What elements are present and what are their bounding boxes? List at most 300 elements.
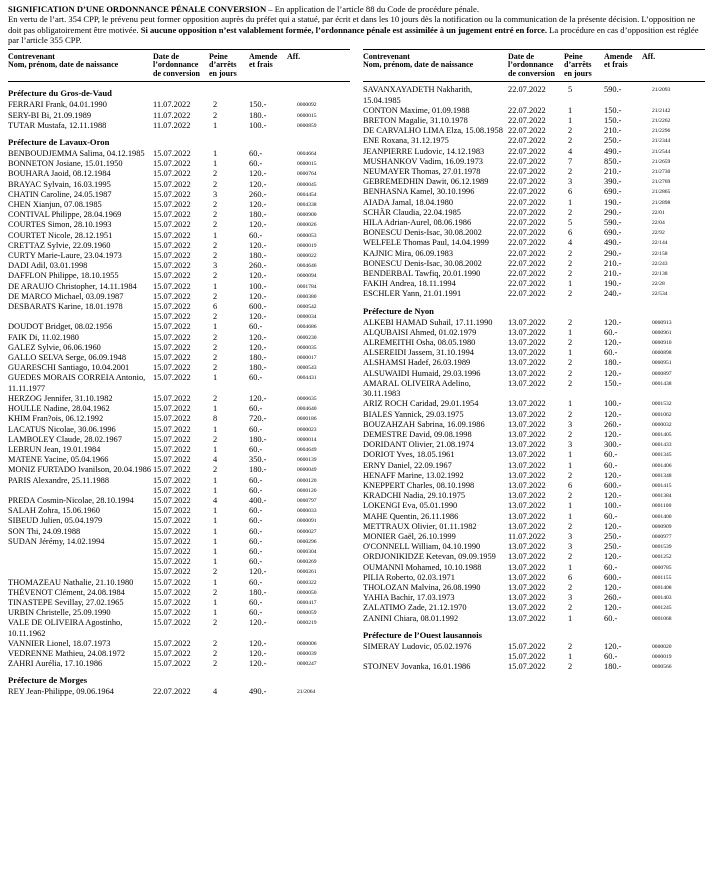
- cell-amount: 60.-: [249, 404, 263, 414]
- table-row: [8, 455, 350, 465]
- cell-aff: 0001406: [652, 462, 672, 469]
- cell-days: 1: [213, 516, 218, 526]
- cell-name: COURTET Nicole, 28.12.1951: [8, 230, 113, 240]
- table-row: [363, 461, 705, 471]
- notice-text-2: La procédure en cas d’opposition est réglée par l’article 355 CPP.: [8, 24, 699, 46]
- cell-name: TUTAR Mustafa, 12.11.1988: [8, 120, 107, 130]
- cell-days: 1: [213, 526, 218, 536]
- cell-date: 15.07.2022: [153, 659, 191, 669]
- cell-amount: 120.-: [604, 368, 622, 378]
- cell-aff: 0004640: [297, 406, 317, 413]
- cell-days: 2: [568, 582, 573, 592]
- cell-aff: 0004431: [297, 375, 317, 382]
- cell-aff: 0000785: [652, 564, 672, 571]
- cell-days: 4: [568, 146, 573, 156]
- cell-aff: 0001433: [652, 442, 672, 449]
- cell-name: BENHASNA Kamel, 30.10.1996: [363, 187, 475, 197]
- cell-days: 1: [213, 373, 218, 383]
- cell-date: 15.07.2022: [153, 373, 191, 383]
- cell-amount: 260.-: [249, 261, 267, 271]
- cell-amount: 120.-: [249, 648, 267, 658]
- cell-amount: 60.-: [249, 557, 263, 567]
- table-row: [363, 136, 705, 146]
- cell-amount: 350.-: [249, 455, 267, 465]
- cell-amount: 60.-: [249, 149, 263, 159]
- cell-name: SUDAN Jérémy, 14.02.1994: [8, 536, 105, 546]
- cell-name: MONIER Gaël, 26.10.1999: [363, 531, 456, 541]
- table-row: [363, 208, 705, 218]
- table-row: [8, 425, 350, 435]
- cell-aff: 0000050: [297, 589, 317, 596]
- cell-aff: 0000120: [297, 477, 317, 484]
- cell-days: 6: [568, 480, 573, 490]
- cell-date: 13.07.2022: [508, 562, 546, 572]
- cell-days: 5: [568, 85, 573, 95]
- cell-aff: 0004649: [297, 446, 317, 453]
- cell-date: 15.07.2022: [153, 312, 191, 322]
- cell-days: 1: [213, 485, 218, 495]
- cell-aff: 0000897: [652, 370, 672, 377]
- cell-date: 15.07.2022: [508, 662, 546, 672]
- table-row: [363, 198, 705, 208]
- cell-amount: 180.-: [249, 353, 267, 363]
- column-header-line: l’ordonnance: [508, 60, 554, 70]
- cell-date: 22.07.2022: [508, 248, 546, 258]
- cell-date: 13.07.2022: [508, 582, 546, 592]
- cell-days: 1: [568, 105, 573, 115]
- cell-amount: 300.-: [604, 440, 622, 450]
- cell-name: COURTES Simon, 28.10.1993: [8, 220, 112, 230]
- cell-name: BONESCU Denis-Isac, 30.08.2002: [363, 228, 482, 238]
- cell-name: NEUMAYER Thomas, 27.01.1978: [363, 167, 481, 177]
- cell-amount: 60.-: [604, 511, 618, 521]
- column-header-line: de conversion: [153, 68, 200, 78]
- cell-days: 2: [213, 251, 218, 261]
- cell-aff: 0000059: [297, 610, 317, 617]
- cell-amount: 250.-: [604, 136, 622, 146]
- cell-amount: 60.-: [604, 450, 618, 460]
- cell-date: 22.07.2022: [508, 177, 546, 187]
- column-header-line: d’arrêts: [564, 60, 592, 70]
- table-row: [363, 399, 705, 409]
- cell-aff: 0001532: [652, 401, 672, 408]
- cell-days: 2: [568, 136, 573, 146]
- cell-days: 6: [568, 572, 573, 582]
- table-row: [363, 348, 705, 358]
- cell-aff: 0000017: [297, 355, 317, 362]
- left-column: [8, 49, 350, 698]
- cell-days: 2: [213, 110, 218, 120]
- cell-date: 13.07.2022: [508, 511, 546, 521]
- cell-aff: 0000034: [297, 314, 317, 321]
- column-header-line: en jours: [209, 68, 237, 78]
- cell-amount: 120.-: [249, 312, 267, 322]
- cell-name: ARIZ ROCH Caridad, 29.01.1954: [363, 399, 479, 409]
- cell-name: WELFELE Thomas Paul, 14.04.1999: [363, 238, 489, 248]
- table-row: [363, 662, 705, 672]
- cell-date: 13.07.2022: [508, 542, 546, 552]
- cell-name: DADI Adil, 03.01.1998: [8, 261, 88, 271]
- table-row: [8, 373, 350, 393]
- table-row: [363, 501, 705, 511]
- cell-aff: 0001100: [652, 503, 672, 510]
- table-row: [363, 593, 705, 603]
- cell-days: 8: [213, 414, 218, 424]
- cell-date: 13.07.2022: [508, 348, 546, 358]
- cell-aff: 22/92: [652, 230, 665, 237]
- cell-aff: 0001408: [652, 584, 672, 591]
- cell-days: 2: [213, 220, 218, 230]
- cell-aff: 0004664: [297, 151, 317, 158]
- cell-date: 13.07.2022: [508, 358, 546, 368]
- cell-days: 1: [213, 546, 218, 556]
- cell-date: 15.07.2022: [153, 546, 191, 556]
- table-row: [8, 608, 350, 618]
- cell-date: 15.07.2022: [153, 587, 191, 597]
- cell-name: HENAFF Marine, 13.02.1992: [363, 470, 464, 480]
- cell-amount: 120.-: [604, 317, 622, 327]
- table-row: [8, 476, 350, 486]
- cell-amount: 120.-: [604, 521, 622, 531]
- cell-days: 3: [213, 189, 218, 199]
- cell-date: 13.07.2022: [508, 429, 546, 439]
- cell-aff: 0000053: [297, 232, 317, 239]
- cell-date: 22.07.2022: [508, 207, 546, 217]
- cell-amount: 190.-: [604, 279, 622, 289]
- cell-days: 5: [568, 218, 573, 228]
- column-top-rule: [363, 49, 705, 50]
- cell-name: BOUHARA Jaoid, 08.12.1984: [8, 169, 111, 179]
- cell-aff: 0000019: [297, 242, 317, 249]
- cell-amount: 120.-: [249, 342, 267, 352]
- columns-wrapper: [8, 49, 705, 698]
- cell-aff: 21/2064: [297, 689, 316, 696]
- cell-amount: 100.-: [249, 281, 267, 291]
- cell-aff: 0000015: [297, 112, 317, 119]
- cell-date: 15.07.2022: [153, 291, 191, 301]
- cell-date: 22.07.2022: [508, 289, 546, 299]
- table-row: [8, 343, 350, 353]
- cell-name: THÉVENOT Clément, 24.08.1984: [8, 587, 125, 597]
- cell-date: 22.07.2022: [508, 146, 546, 156]
- cell-aff: 21/2344: [652, 138, 671, 145]
- cell-aff: 0000898: [652, 350, 672, 357]
- cell-amount: 120.-: [249, 179, 267, 189]
- cell-name: GUARESCHI Santiago, 10.04.2001: [8, 363, 130, 373]
- table-row: [8, 445, 350, 455]
- section-title: Préfecture de Nyon: [363, 305, 434, 316]
- cell-amount: 590.-: [604, 85, 622, 95]
- cell-days: 4: [213, 455, 218, 465]
- notice-text-bold: Si aucune opposition n’est valablement formée, l’ordonnance pénale est assimilée à un jugement entré en force.: [140, 24, 548, 35]
- cell-days: 1: [568, 501, 573, 511]
- cell-date: 22.07.2022: [508, 187, 546, 197]
- column-header-line: Amende: [249, 51, 278, 61]
- cell-date: 13.07.2022: [508, 327, 546, 337]
- cell-date: 15.07.2022: [153, 475, 191, 485]
- table-row: [363, 116, 705, 126]
- cell-date: 15.07.2022: [153, 353, 191, 363]
- cell-date: 15.07.2022: [153, 322, 191, 332]
- cell-name: HILA Adrian-Aurel, 08.06.1986: [363, 218, 472, 228]
- cell-aff: 0000091: [297, 518, 317, 525]
- table-row: [363, 603, 705, 613]
- table-row: [8, 220, 350, 230]
- cell-date: 15.07.2022: [153, 638, 191, 648]
- cell-days: 1: [213, 120, 218, 130]
- column-header-line: Nom, prénom, date de naissance: [8, 60, 119, 70]
- cell-amount: 120.-: [249, 618, 267, 628]
- cell-amount: 260.-: [249, 189, 267, 199]
- cell-amount: 60.-: [604, 613, 618, 623]
- table-row: [8, 618, 350, 638]
- cell-name: DE MARCO Michael, 03.09.1987: [8, 291, 124, 301]
- cell-date: 15.07.2022: [153, 465, 191, 475]
- cell-name: DORIOT Yves, 18.05.1961: [363, 450, 455, 460]
- cell-aff: 0000039: [297, 650, 317, 657]
- cell-date: 15.07.2022: [153, 179, 191, 189]
- cell-date: 15.07.2022: [153, 332, 191, 342]
- cell-name: HOULLE Nadine, 28.04.1962: [8, 404, 110, 414]
- cell-days: 2: [568, 289, 573, 299]
- cell-name: O'CONNELL William, 04.10.1990: [363, 542, 481, 552]
- cell-name: FAIK Di, 11.02.1980: [8, 332, 79, 342]
- table-row: [363, 289, 705, 299]
- cell-aff: 0001438: [652, 380, 672, 387]
- table-row: [363, 471, 705, 481]
- column-header-aff: [642, 53, 698, 79]
- table-row: [363, 552, 705, 562]
- cell-aff: 0000219: [297, 620, 317, 627]
- cell-days: 2: [213, 434, 218, 444]
- cell-date: 13.07.2022: [508, 450, 546, 460]
- cell-amount: 180.-: [249, 110, 267, 120]
- cell-days: 2: [568, 368, 573, 378]
- cell-name: DE ARAUJO Christopher, 14.11.1984: [8, 281, 137, 291]
- cell-name: BOUZAHZAH Sabrina, 16.09.1986: [363, 419, 485, 429]
- cell-amount: 120.-: [604, 429, 622, 439]
- table-row: [363, 238, 705, 248]
- cell-aff: 21/2659: [652, 158, 671, 165]
- table-row: [363, 187, 705, 197]
- table-row: [363, 126, 705, 136]
- cell-days: 6: [568, 187, 573, 197]
- cell-days: 3: [568, 542, 573, 552]
- cell-aff: 0000230: [297, 334, 317, 341]
- cell-date: 13.07.2022: [508, 603, 546, 613]
- cell-amount: 60.-: [604, 562, 618, 572]
- cell-name: ALSHAMSI Hadef, 26.03.1989: [363, 358, 471, 368]
- cell-days: 1: [213, 230, 218, 240]
- cell-aff: 21/2296: [652, 128, 671, 135]
- cell-date: 22.07.2022: [508, 105, 546, 115]
- column-header-line: et frais: [604, 60, 628, 70]
- cell-days: 2: [568, 378, 573, 388]
- cell-name: [8, 547, 153, 557]
- cell-days: 1: [213, 159, 218, 169]
- cell-amount: 120.-: [249, 332, 267, 342]
- cell-amount: 100.-: [604, 399, 622, 409]
- cell-name: ORDJONIKIDZE Ketevan, 09.09.1959: [363, 552, 496, 562]
- column-header-line: et frais: [249, 60, 273, 70]
- cell-name: FAKIH Andrea, 18.11.1994: [363, 279, 456, 289]
- cell-aff: 0000120: [297, 487, 317, 494]
- cell-amount: 120.-: [604, 603, 622, 613]
- cell-amount: 260.-: [604, 419, 622, 429]
- cell-aff: 21/2262: [652, 118, 671, 125]
- cell-date: 13.07.2022: [508, 378, 546, 388]
- cell-name: BONESCU Denis-Isac, 30.08.2002: [363, 258, 482, 268]
- column-header-name: [8, 53, 153, 79]
- cell-name: THOLOZAN Malvina, 26.08.1990: [363, 582, 481, 592]
- table-row: [363, 450, 705, 460]
- table-row: [8, 111, 350, 121]
- cell-date: 13.07.2022: [508, 491, 546, 501]
- column-header-line: Peine: [564, 51, 583, 61]
- table-row: [363, 167, 705, 177]
- cell-days: 1: [568, 613, 573, 623]
- cell-amount: 120.-: [604, 470, 622, 480]
- cell-amount: 180.-: [249, 363, 267, 373]
- cell-days: 2: [213, 291, 218, 301]
- cell-amount: 60.-: [249, 516, 263, 526]
- table-row: [363, 379, 705, 399]
- cell-aff: 0001155: [652, 574, 672, 581]
- cell-aff: 0001062: [652, 411, 672, 418]
- cell-date: 11.07.2022: [508, 531, 546, 541]
- table-row: [8, 302, 350, 312]
- cell-days: 1: [213, 506, 218, 516]
- cell-date: 13.07.2022: [508, 480, 546, 490]
- cell-days: 4: [568, 238, 573, 248]
- cell-name: THOMAZEAU Nathalie, 21.10.1980: [8, 577, 134, 587]
- cell-name: HERZOG Jennifer, 31.10.1982: [8, 393, 113, 403]
- cell-days: 2: [568, 248, 573, 258]
- cell-date: 15.07.2022: [153, 189, 191, 199]
- cell-name: DOUDOT Bridget, 08.02.1956: [8, 322, 113, 332]
- cell-amount: 150.-: [604, 105, 622, 115]
- table-row: [363, 177, 705, 187]
- cell-days: 2: [568, 269, 573, 279]
- cell-name: KRADCHI Nadia, 29.10.1975: [363, 491, 466, 501]
- table-row: [363, 269, 705, 279]
- cell-days: 6: [568, 228, 573, 238]
- cell-aff: 0000019: [652, 653, 672, 660]
- table-row: [363, 328, 705, 338]
- cell-aff: 0000977: [652, 533, 672, 540]
- cell-aff: 0000951: [652, 360, 672, 367]
- cell-date: 13.07.2022: [508, 317, 546, 327]
- cell-date: 11.07.2022: [153, 110, 191, 120]
- cell-days: 2: [568, 358, 573, 368]
- cell-date: 22.07.2022: [508, 279, 546, 289]
- notice-text-1: En vertu de l’art. 354 CPP, le prévenu peut former opposition auprès du préfet qui a statué, par écrit et dans les 10 jours dès la notification ou la communication de la présente décision. L’opposition ne doit pas obligatoirement être motivée.: [8, 14, 696, 35]
- table-row: [363, 249, 705, 259]
- cell-name: PILIA Roberto, 02.03.1971: [363, 572, 455, 582]
- cell-date: 13.07.2022: [508, 593, 546, 603]
- cell-date: 13.07.2022: [508, 440, 546, 450]
- cell-aff: 0000913: [652, 319, 672, 326]
- table-row: [8, 190, 350, 200]
- cell-days: 2: [213, 393, 218, 403]
- cell-name: ZAHRI Aurélia, 17.10.1986: [8, 659, 103, 669]
- table-row: [8, 578, 350, 588]
- cell-amount: 60.-: [249, 424, 263, 434]
- cell-name: ZANINI Chiara, 08.01.1992: [363, 613, 459, 623]
- cell-aff: 0000909: [652, 523, 672, 530]
- cell-name: MONIZ FURTADO Ivanilson, 20.04.1986: [8, 465, 152, 475]
- cell-date: 13.07.2022: [508, 501, 546, 511]
- cell-amount: 120.-: [249, 291, 267, 301]
- cell-aff: 0000035: [297, 344, 317, 351]
- cell-name: SIBEUD Julien, 05.04.1979: [8, 516, 103, 526]
- cell-date: 15.07.2022: [153, 536, 191, 546]
- cell-name: LEBRUN Jean, 19.01.1984: [8, 444, 101, 454]
- cell-amount: 210.-: [604, 126, 622, 136]
- cell-date: 15.07.2022: [153, 342, 191, 352]
- cell-aff: 0000015: [297, 161, 317, 168]
- cell-name: DAFFLON Philippe, 18.10.1955: [8, 271, 119, 281]
- cell-amount: 120.-: [604, 641, 622, 651]
- cell-date: 15.07.2022: [153, 608, 191, 618]
- cell-aff: 0000542: [297, 304, 317, 311]
- cell-days: 2: [213, 618, 218, 628]
- cell-amount: 490.-: [604, 238, 622, 248]
- cell-amount: 180.-: [604, 662, 622, 672]
- column-header-line: Peine: [209, 51, 228, 61]
- cell-days: 1: [568, 279, 573, 289]
- cell-date: 15.07.2022: [153, 261, 191, 271]
- column-header-line: Date de: [153, 51, 179, 61]
- cell-amount: 120.-: [249, 659, 267, 669]
- cell-name: MUSHANKOV Vadim, 16.09.1973: [363, 156, 483, 166]
- cell-days: 2: [213, 271, 218, 281]
- cell-name: ALKEBI HAMAD Suhail, 17.11.1990: [363, 317, 493, 327]
- table-row: [8, 261, 350, 271]
- cell-date: 22.07.2022: [508, 126, 546, 136]
- cell-date: 15.07.2022: [153, 404, 191, 414]
- cell-aff: 0001539: [652, 544, 672, 551]
- cell-amount: 60.-: [249, 506, 263, 516]
- cell-aff: 0000014: [297, 436, 317, 443]
- cell-date: 15.07.2022: [153, 200, 191, 210]
- column-top-rule: [8, 49, 350, 50]
- cell-amount: 120.-: [604, 491, 622, 501]
- cell-date: 22.07.2022: [508, 269, 546, 279]
- cell-days: 2: [568, 167, 573, 177]
- cell-amount: 210.-: [604, 167, 622, 177]
- cell-name: LAMBOLEY Claude, 28.02.1967: [8, 434, 122, 444]
- cell-aff: 0000296: [297, 538, 317, 545]
- table-row: [363, 614, 705, 624]
- cell-name: [8, 557, 153, 567]
- cell-amount: 150.-: [604, 378, 622, 388]
- cell-amount: 290.-: [604, 207, 622, 217]
- cell-amount: 600.-: [249, 302, 267, 312]
- column-header-line: Aff.: [287, 51, 301, 61]
- cell-date: 13.07.2022: [508, 552, 546, 562]
- cell-date: 15.07.2022: [153, 506, 191, 516]
- cell-aff: 22/138: [652, 271, 668, 278]
- table-row: [363, 420, 705, 430]
- cell-amount: 600.-: [604, 480, 622, 490]
- table-row: [8, 282, 350, 292]
- cell-date: 15.07.2022: [153, 393, 191, 403]
- cell-aff: 0000261: [297, 569, 317, 576]
- table-row: [363, 410, 705, 420]
- cell-days: 1: [568, 460, 573, 470]
- cell-days: 2: [213, 100, 218, 110]
